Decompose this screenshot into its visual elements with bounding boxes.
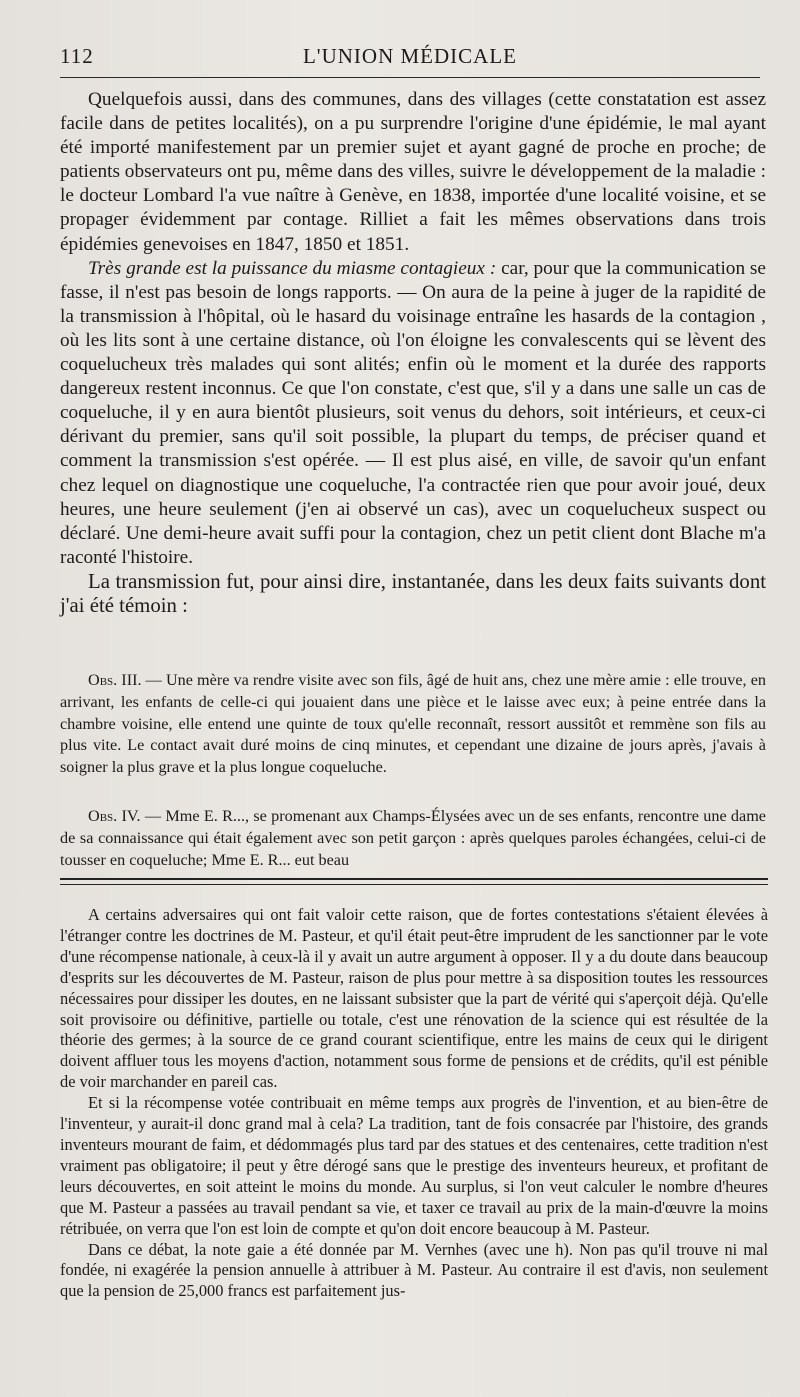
paragraph-origin-epidemic: Quelquefois aussi, dans des communes, dans des villages (cette constatation est assez facile dans de petites localités), on a pu surprendre l'origine d'une épidémie, le mal ayant été importé manifestement par un premier sujet et ayant gagné de proche en proche; de patients observateurs ont pu, même dans des villes, suivre le développement de la maladie : le docteur Lombard l'a vue naître à Genève, en 1838, importée d'une localité voisine, et se propager évidemment par contage. Rilliet a fait les mêmes observations dans trois épidémies genevoises en 1847, 1850 et 1851. bbox=[60, 89, 766, 255]
observation-3-label: Obs. III. bbox=[88, 671, 142, 689]
italic-lead: Très grande est la puissance du miasme contagieux : bbox=[88, 257, 497, 279]
feuilleton-paragraph-2: Et si la récompense votée contribuait en même temps aux progrès de l'invention, et au bien-être de l'inventeur, y aurait-il donc grand mal à cela? La tradition, tant de fois consacrée par l'histoire, des grands inventeurs mourant de faim, et dédommagés plus tard par des statues et des centenaires, cette tradition n'est vraiment pas obligatoire; il peut y être dérogé sans que le prestige des inventeurs heureux, et profitant de leurs découvertes, en soit atteint le moins du monde. Au surplus, si l'on veut calculer le nombre d'heures que M. Pasteur a passées au travail pendant sa vie, et taxer ce travail au prix de la main-d'œuvre la moins rétribuée, on verra que l'on est loin de compte et qu'on doit encore beaucoup à M. Pasteur. bbox=[60, 1093, 768, 1238]
paragraph-contagion-text: car, pour que la communication se fasse, il n'est pas besoin de longs rapports. — On aura de la peine à juger de la rapidité de la transmission à l'hôpital, où le hasard du voisinage entraîne les hasards de la contagion , où les lits sont à une certaine distance, où l'on éloigne les convalescents qui se lèvent des coquelucheux très malades qui sont alités; enfin où le moment et la durée des rapports dangereux restent inconnus. Ce que l'on constate, c'est que, s'il y a dans une salle un cas de coqueluche, il y en aura bientôt plusieurs, soit venus du dehors, soit intérieurs, et ceux-ci dérivant du premier, sans qu'il soit possible, la plupart du temps, de préciser quand et comment la transmission s'est opérée. — Il est plus aisé, en ville, de savoir qu'un enfant chez lequel on diagnostique une coqueluche, l'a contractée rien que pour avoir joué, deux heures, une heure seulement (j'en ai observé un cas), avec un coquelucheux suspect ou déclaré. Une demi-heure avait suffi pour la contagion, chez un petit client dont Blache m'a raconté l'histoire. bbox=[60, 257, 766, 568]
feuilleton-paragraph-3: Dans ce débat, la note gaie a été donnée par M. Vernhes (avec une h). Non pas qu'il trouve ni mal fondée, ni exagérée la pension annuelle à attribuer à M. Pasteur. Au contraire il est d'avis, non seulement que la pension de 25,000 francs est parfaitement jus- bbox=[60, 1239, 768, 1301]
observation-4-label: Obs. IV. bbox=[88, 807, 141, 825]
main-article bbox=[60, 88, 766, 619]
paragraph-transmission: La transmission fut, pour ainsi dire, instantanée, dans les deux faits suivants dont j'ai été témoin : bbox=[60, 569, 766, 618]
observation-3-text: — Une mère va rendre visite avec son fils, âgé de huit ans, chez une mère amie : elle trouve, en arrivant, les enfants de celle-ci qui jouaient dans une pièce et le laisse avec eux; à peine entrée dans la chambre voisine, elle entend une quinte de toux qu'elle reconnaît, ressort aussitôt et remmène son fils au plus vite. Le contact avait duré moins de cinq minutes, et cependant une dizaine de jours après, j'avais à soigner la plus grave et la plus longue coqueluche. bbox=[60, 671, 766, 777]
observation-4 bbox=[60, 806, 766, 871]
page-header bbox=[60, 44, 760, 74]
page-number: 112 bbox=[60, 44, 94, 68]
header-rule bbox=[60, 77, 760, 78]
section-divider bbox=[60, 878, 768, 885]
paragraph-contagion bbox=[60, 257, 766, 570]
feuilleton-paragraph-1: A certains adversaires qui ont fait valoir cette raison, que de fortes contestations s'étaient élevées à l'étranger contre les doctrines de M. Pasteur, et qu'il était peut-être imprudent de les sanctionner par le vote d'une récompense nationale, à ceux-là il y avait un autre argument à opposer. Il y a du doute dans beaucoup d'esprits sur les découvertes de M. Pasteur, raison de plus pour mettre à sa disposition toutes les ressources nécessaires pour dissiper les doutes, en ne laissant subsister que la part de vérité qui s'aperçoit déjà. Qu'elle soit provisoire ou définitive, partielle ou totale, c'est une rénovation de la science qui est résultée de la théorie des germes; à la source de ce grand courant scientifique, entre les mains de ceux qui le dirigent doivent affluer tous les moyens d'action, notamment sous forme de pensions et de crédits, qu'il est pénible de voir marchander en pareil cas. bbox=[60, 905, 768, 1092]
observation-4-text: — Mme E. R..., se promenant aux Champs-Élysées avec un de ses enfants, rencontre une dame de sa connaissance qui était également avec son petit garçon : après quelques paroles échangées, celui-ci de tousser en coqueluche; Mme E. R... eut beau bbox=[60, 807, 766, 869]
observation-3 bbox=[60, 670, 766, 779]
feuilleton-section bbox=[60, 905, 768, 1302]
running-title: L'UNION MÉDICALE bbox=[302, 44, 517, 68]
